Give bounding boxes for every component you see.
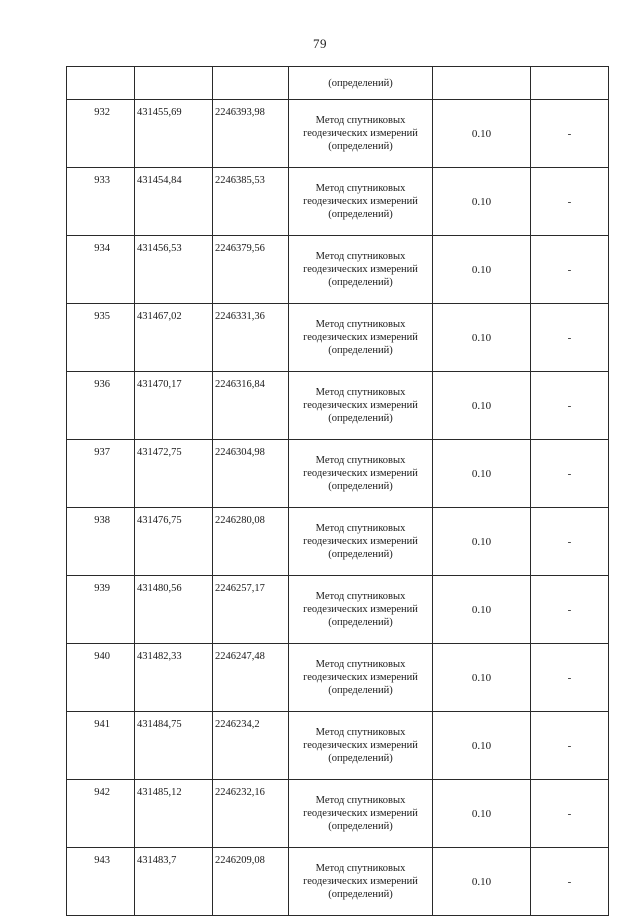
note-value: - — [531, 372, 609, 440]
accuracy-value: 0.10 — [433, 372, 531, 440]
table-row — [67, 304, 609, 372]
method-line-3: (определений) — [328, 821, 393, 832]
note-value: - — [531, 576, 609, 644]
method-line-3: (определений) — [328, 549, 393, 560]
accuracy-value: 0.10 — [433, 712, 531, 780]
coordinate-x: 431472,75 — [135, 440, 213, 508]
method-line-2: геодезических измерений — [303, 264, 418, 275]
point-number: 943 — [67, 848, 135, 916]
method-line-2: геодезических измерений — [303, 876, 418, 887]
method-line-3: (определений) — [328, 413, 393, 424]
accuracy-value: 0.10 — [433, 780, 531, 848]
method-cell — [289, 236, 433, 304]
point-number: 933 — [67, 168, 135, 236]
method-line-1: Метод спутниковых — [315, 183, 406, 194]
method-line-3: (определений) — [328, 345, 393, 356]
coordinate-y: 2246379,56 — [213, 236, 289, 304]
coordinate-x: 431456,53 — [135, 236, 213, 304]
accuracy-value: 0.10 — [433, 168, 531, 236]
note-value: - — [531, 168, 609, 236]
accuracy-value: 0.10 — [433, 644, 531, 712]
cell-y — [213, 67, 289, 100]
coordinate-x: 431482,33 — [135, 644, 213, 712]
continuation-row — [67, 67, 609, 100]
method-line-1: Метод спутниковых — [315, 863, 406, 874]
method-line-1: Метод спутниковых — [315, 251, 406, 262]
point-number: 938 — [67, 508, 135, 576]
method-line-2: геодезических измерений — [303, 536, 418, 547]
method-line-3: (определений) — [328, 685, 393, 696]
accuracy-value: 0.10 — [433, 236, 531, 304]
method-cell — [289, 372, 433, 440]
note-value: - — [531, 100, 609, 168]
method-line-1: Метод спутниковых — [315, 455, 406, 466]
method-line-1: Метод спутниковых — [315, 795, 406, 806]
method-cell — [289, 508, 433, 576]
note-value: - — [531, 236, 609, 304]
method-line-2: геодезических измерений — [303, 740, 418, 751]
table-row — [67, 848, 609, 916]
method-line-2: геодезических измерений — [303, 400, 418, 411]
cell-accuracy — [433, 67, 531, 100]
table-row — [67, 712, 609, 780]
table-row — [67, 644, 609, 712]
method-line-3: (определений) — [328, 889, 393, 900]
coordinate-x: 431455,69 — [135, 100, 213, 168]
method-line-2: геодезических измерений — [303, 196, 418, 207]
method-line-3: (определений) — [328, 209, 393, 220]
coordinates-table — [66, 66, 609, 916]
method-line-3: (определений) — [328, 753, 393, 764]
coordinate-y: 2246316,84 — [213, 372, 289, 440]
method-line-1: Метод спутниковых — [315, 387, 406, 398]
point-number: 942 — [67, 780, 135, 848]
point-number: 940 — [67, 644, 135, 712]
note-value: - — [531, 848, 609, 916]
method-cell — [289, 780, 433, 848]
accuracy-value: 0.10 — [433, 440, 531, 508]
method-line-3: (определений) — [328, 617, 393, 628]
method-line-2: геодезических измерений — [303, 128, 418, 139]
table-row — [67, 576, 609, 644]
table-row — [67, 440, 609, 508]
table-row — [67, 780, 609, 848]
method-cell — [289, 440, 433, 508]
coordinate-y: 2246331,36 — [213, 304, 289, 372]
coordinate-x: 431454,84 — [135, 168, 213, 236]
note-value: - — [531, 508, 609, 576]
method-cell — [289, 712, 433, 780]
table-row — [67, 100, 609, 168]
coordinate-x: 431485,12 — [135, 780, 213, 848]
method-line-1: Метод спутниковых — [315, 591, 406, 602]
cell-method-continuation: (определений) — [289, 67, 433, 100]
method-line-1: Метод спутниковых — [315, 523, 406, 534]
method-line-1: Метод спутниковых — [315, 659, 406, 670]
point-number: 939 — [67, 576, 135, 644]
point-number: 937 — [67, 440, 135, 508]
method-line-2: геодезических измерений — [303, 468, 418, 479]
coordinate-y: 2246247,48 — [213, 644, 289, 712]
coordinate-y: 2246304,98 — [213, 440, 289, 508]
coordinate-x: 431484,75 — [135, 712, 213, 780]
accuracy-value: 0.10 — [433, 508, 531, 576]
coordinate-y: 2246234,2 — [213, 712, 289, 780]
method-line-3: (определений) — [328, 141, 393, 152]
coordinate-y: 2246232,16 — [213, 780, 289, 848]
coordinate-y: 2246257,17 — [213, 576, 289, 644]
method-line-1: Метод спутниковых — [315, 727, 406, 738]
note-value: - — [531, 440, 609, 508]
coordinate-y: 2246209,08 — [213, 848, 289, 916]
method-line-1: Метод спутниковых — [315, 115, 406, 126]
table-row — [67, 372, 609, 440]
cell-num — [67, 67, 135, 100]
coordinate-x: 431476,75 — [135, 508, 213, 576]
point-number: 932 — [67, 100, 135, 168]
point-number: 934 — [67, 236, 135, 304]
method-cell — [289, 100, 433, 168]
coordinate-x: 431470,17 — [135, 372, 213, 440]
note-value: - — [531, 712, 609, 780]
table-row — [67, 168, 609, 236]
cell-x — [135, 67, 213, 100]
table-body — [67, 67, 609, 916]
point-number: 935 — [67, 304, 135, 372]
point-number: 936 — [67, 372, 135, 440]
method-cell — [289, 644, 433, 712]
method-cell — [289, 848, 433, 916]
method-line-2: геодезических измерений — [303, 808, 418, 819]
accuracy-value: 0.10 — [433, 576, 531, 644]
method-cell — [289, 168, 433, 236]
method-line-2: геодезических измерений — [303, 672, 418, 683]
method-cell — [289, 576, 433, 644]
table-row — [67, 508, 609, 576]
note-value: - — [531, 644, 609, 712]
method-line-2: геодезических измерений — [303, 332, 418, 343]
point-number: 941 — [67, 712, 135, 780]
table-row — [67, 236, 609, 304]
coordinate-x: 431480,56 — [135, 576, 213, 644]
accuracy-value: 0.10 — [433, 848, 531, 916]
method-cell — [289, 304, 433, 372]
page-number: 79 — [313, 36, 327, 51]
coordinate-x: 431467,02 — [135, 304, 213, 372]
coordinate-y: 2246393,98 — [213, 100, 289, 168]
note-value: - — [531, 304, 609, 372]
coordinate-y: 2246385,53 — [213, 168, 289, 236]
accuracy-value: 0.10 — [433, 304, 531, 372]
method-line-3: (определений) — [328, 481, 393, 492]
coordinate-y: 2246280,08 — [213, 508, 289, 576]
method-line-1: Метод спутниковых — [315, 319, 406, 330]
coordinate-x: 431483,7 — [135, 848, 213, 916]
method-line-3: (определений) — [328, 277, 393, 288]
note-value: - — [531, 780, 609, 848]
cell-note — [531, 67, 609, 100]
method-line-2: геодезических измерений — [303, 604, 418, 615]
accuracy-value: 0.10 — [433, 100, 531, 168]
